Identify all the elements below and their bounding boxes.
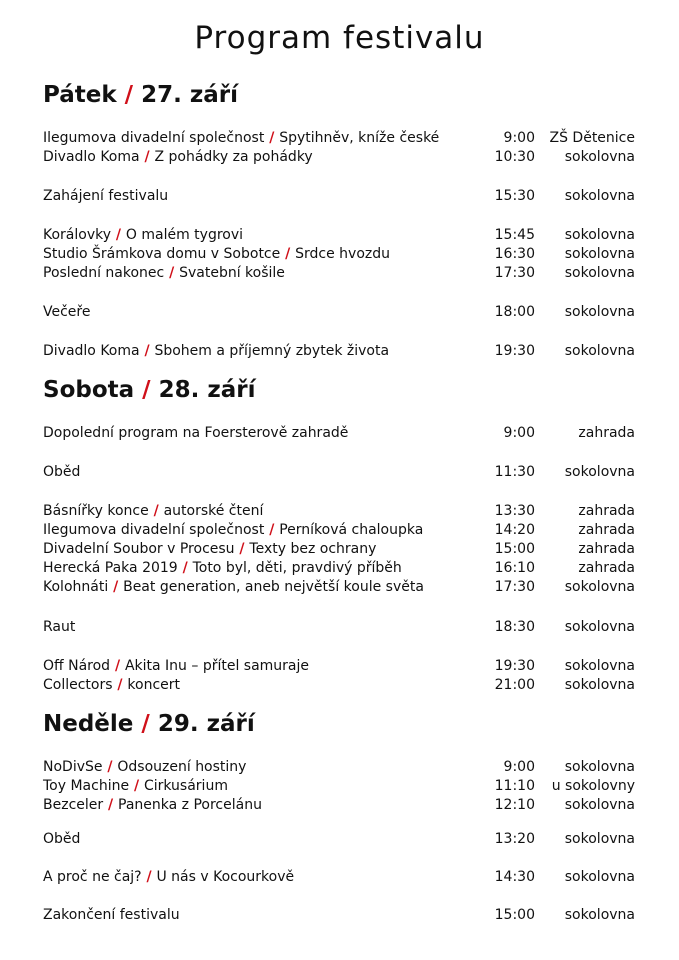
program-row [43, 521, 635, 540]
event-name [43, 187, 168, 206]
event-time: 14:30 [494, 869, 535, 885]
event-name [43, 830, 80, 849]
program-row [43, 303, 635, 322]
event-time: 15:30 [494, 188, 535, 204]
event-performer: Collectors [43, 677, 113, 693]
event-title: Z pohádky za pohádky [154, 149, 313, 165]
event-time: 12:10 [494, 797, 535, 813]
event-place: sokolovna [564, 759, 635, 775]
event-time: 21:00 [494, 677, 535, 693]
program-row [43, 226, 635, 245]
event-name [43, 758, 246, 777]
event-place: sokolovna [564, 149, 635, 165]
event-name [43, 521, 423, 540]
event-place: sokolovna [564, 227, 635, 243]
program-row [43, 502, 635, 521]
program-row [43, 758, 635, 777]
event-name [43, 342, 389, 361]
event-place: sokolovna [564, 188, 635, 204]
program-row [43, 148, 635, 167]
event-title: O malém tygrovi [125, 227, 244, 243]
event-time: 15:00 [494, 541, 535, 557]
event-performer: Oběd [43, 464, 81, 480]
event-performer: Bezceler [43, 797, 104, 813]
event-time: 17:30 [494, 579, 535, 595]
event-time: 15:45 [494, 227, 535, 243]
event-performer: Dopolední program na Foersterově zahradě [43, 425, 349, 441]
event-performer: Kolohnáti [43, 579, 109, 595]
event-performer: Studio Šrámkova domu v Sobotce [43, 246, 281, 262]
event-time: 9:00 [503, 759, 535, 775]
event-performer: Večeře [43, 304, 91, 320]
event-time: 19:30 [494, 343, 535, 359]
event-name [43, 148, 313, 167]
slash-separator: / [129, 778, 144, 794]
slash-separator: / [141, 869, 157, 885]
event-title: Texty bez ochrany [249, 541, 377, 557]
event-title: Akita Inu – přítel samuraje [124, 658, 310, 674]
event-place: zahrada [578, 425, 635, 441]
slash-separator: / [110, 658, 125, 674]
slash-separator: / [234, 541, 250, 557]
event-performer: Herecká Paka 2019 [43, 560, 178, 576]
event-name [43, 264, 285, 283]
program-row [43, 342, 635, 361]
event-performer: Oběd [43, 831, 81, 847]
event-title: U nás v Kocourkově [156, 869, 295, 885]
event-place: sokolovna [564, 343, 635, 359]
program-row [43, 559, 635, 578]
event-time: 11:30 [494, 464, 535, 480]
program-row [43, 424, 635, 443]
event-title: Sbohem a příjemný zbytek života [154, 343, 390, 359]
event-time: 16:30 [494, 246, 535, 262]
event-performer: Off Národ [43, 658, 111, 674]
slash-separator: / [177, 560, 193, 576]
slash-separator: / [103, 797, 119, 813]
event-name [43, 796, 262, 815]
slash-separator: / [264, 522, 280, 538]
slash-separator: / [133, 711, 158, 737]
event-title: Spytihněv, kníže české [279, 130, 440, 146]
program-row [43, 463, 635, 482]
event-place: sokolovna [564, 304, 635, 320]
event-place: sokolovna [564, 869, 635, 885]
event-performer: Básnířky konce [43, 503, 149, 519]
event-time: 9:00 [503, 425, 535, 441]
program-row [43, 777, 635, 796]
event-time: 9:00 [503, 130, 535, 146]
event-place: sokolovna [564, 831, 635, 847]
event-name [43, 226, 243, 245]
event-place: sokolovna [564, 797, 635, 813]
program-row [43, 796, 635, 815]
slash-separator: / [264, 130, 280, 146]
event-performer: Raut [43, 619, 76, 635]
event-name [43, 540, 376, 559]
event-time: 14:20 [494, 522, 535, 538]
day-heading [43, 82, 238, 108]
event-name [43, 502, 263, 521]
event-time: 16:10 [494, 560, 535, 576]
program-row [43, 245, 635, 264]
event-place: sokolovna [564, 464, 635, 480]
program-row [43, 129, 635, 148]
event-performer: NoDivSe [43, 759, 103, 775]
day-date: 27. září [141, 82, 238, 108]
event-title: koncert [127, 677, 181, 693]
event-time: 13:30 [494, 503, 535, 519]
slash-separator: / [116, 82, 142, 108]
event-performer: Divadlo Koma [43, 343, 140, 359]
program-row [43, 578, 635, 597]
day-date: 29. září [157, 711, 255, 737]
day-name: Pátek [43, 82, 117, 108]
event-place: sokolovna [564, 619, 635, 635]
event-place: sokolovna [564, 246, 635, 262]
slash-separator: / [111, 227, 126, 243]
event-place: u sokolovny [551, 778, 635, 794]
event-time: 11:10 [494, 778, 535, 794]
event-name [43, 657, 309, 676]
event-time: 17:30 [494, 265, 535, 281]
event-place: zahrada [578, 560, 635, 576]
program-row [43, 264, 635, 283]
event-place: sokolovna [564, 677, 635, 693]
event-name [43, 245, 390, 264]
event-performer: Divadlo Koma [43, 149, 140, 165]
event-time: 10:30 [494, 149, 535, 165]
day-heading [43, 377, 255, 403]
slash-separator: / [139, 149, 155, 165]
event-performer: A proč ne čaj? [43, 869, 142, 885]
event-title: autorské čtení [163, 503, 264, 519]
day-date: 28. září [158, 377, 256, 403]
event-name [43, 618, 75, 637]
event-title: Srdce hvozdu [295, 246, 391, 262]
program-row [43, 618, 635, 637]
program-row [43, 187, 635, 206]
event-title: Svatební košile [179, 265, 285, 281]
event-time: 18:00 [494, 304, 535, 320]
event-performer: Zakončení festivalu [43, 907, 180, 923]
day-name: Sobota [43, 377, 135, 403]
event-place: sokolovna [564, 658, 635, 674]
program-row [43, 676, 635, 695]
event-name [43, 463, 80, 482]
event-performer: Divadelní Soubor v Procesu [43, 541, 235, 557]
slash-separator: / [134, 377, 159, 403]
event-title: Odsouzení hostiny [117, 759, 247, 775]
slash-separator: / [139, 343, 155, 359]
event-name [43, 424, 348, 443]
event-performer: Ilegumova divadelní společnost [43, 130, 265, 146]
event-place: sokolovna [564, 579, 635, 595]
event-performer: Zahájení festivalu [43, 188, 169, 204]
event-title: Beat generation, aneb největší koule světa [123, 579, 424, 595]
event-place: sokolovna [564, 907, 635, 923]
event-title: Cirkusárium [143, 778, 228, 794]
event-place: ZŠ Dětenice [549, 130, 635, 146]
event-name [43, 868, 294, 887]
program-row [43, 906, 635, 925]
slash-separator: / [108, 579, 124, 595]
event-name [43, 777, 228, 796]
slash-separator: / [102, 759, 118, 775]
event-title: Perníková chaloupka [279, 522, 424, 538]
slash-separator: / [112, 677, 128, 693]
event-performer: Poslední nakonec [43, 265, 165, 281]
event-time: 13:20 [494, 831, 535, 847]
event-performer: Ilegumova divadelní společnost [43, 522, 265, 538]
event-place: sokolovna [564, 265, 635, 281]
event-time: 15:00 [494, 907, 535, 923]
event-title: Toto byl, děti, pravdivý příběh [192, 560, 402, 576]
program-row [43, 657, 635, 676]
event-performer: Korálovky [43, 227, 112, 243]
program-row [43, 868, 635, 887]
event-name [43, 676, 180, 695]
slash-separator: / [280, 246, 296, 262]
event-name [43, 559, 402, 578]
event-name [43, 129, 439, 148]
program-row [43, 540, 635, 559]
day-name: Neděle [43, 711, 134, 737]
program-row [43, 830, 635, 849]
event-performer: Toy Machine [43, 778, 130, 794]
event-place: zahrada [578, 503, 635, 519]
event-name [43, 578, 424, 597]
page-title: Program festivalu [194, 20, 485, 56]
event-place: zahrada [578, 522, 635, 538]
event-time: 19:30 [494, 658, 535, 674]
event-name [43, 303, 90, 322]
slash-separator: / [148, 503, 164, 519]
event-name [43, 906, 180, 925]
day-heading [43, 711, 255, 737]
event-place: zahrada [578, 541, 635, 557]
event-title: Panenka z Porcelánu [118, 797, 262, 813]
slash-separator: / [164, 265, 180, 281]
event-time: 18:30 [494, 619, 535, 635]
